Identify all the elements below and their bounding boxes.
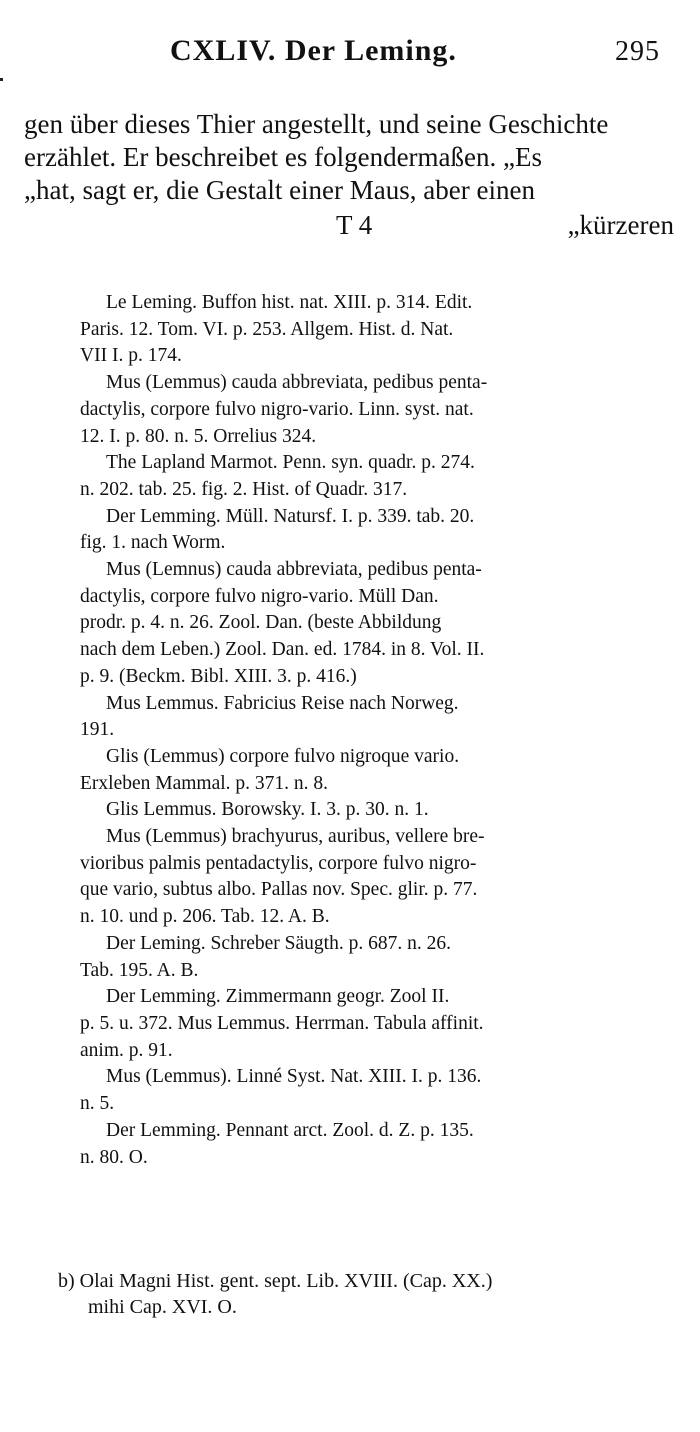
reference-line: n. 80. O. — [80, 1146, 148, 1168]
signature-row — [24, 207, 674, 243]
footnote-line: b) Olai Magni Hist. gent. sept. Lib. XVIII. (Cap. XX.) — [58, 1270, 493, 1292]
edge-speck — [0, 78, 3, 81]
reference-line: Mus (Lemnus) cauda abbreviata, pedibus penta- — [106, 559, 482, 581]
reference-line: Der Lemming. Zimmermann geogr. Zool II. — [106, 986, 450, 1008]
catchword: „kürzeren — [567, 210, 674, 240]
text-line: erzählet. Er beschreibet es folgendermaßen. „Es — [24, 142, 542, 172]
main-text — [24, 108, 674, 243]
reference-line: prodr. p. 4. n. 26. Zool. Dan. (beste Abbildung — [80, 612, 442, 634]
text-line: „hat, sagt er, die Gestalt einer Maus, aber einen — [24, 175, 535, 205]
reference-line: Mus (Lemmus) brachyurus, auribus, vellere bre- — [106, 826, 485, 848]
reference-line: vioribus palmis pentadactylis, corpore fulvo nigro- — [80, 852, 477, 874]
reference-line: Glis Lemmus. Borowsky. I. 3. p. 30. n. 1. — [106, 799, 429, 821]
running-head: CXLIV. Der Leming. — [170, 34, 457, 67]
reference-line: nach dem Leben.) Zool. Dan. ed. 1784. in 8. Vol. II. — [80, 639, 485, 661]
reference-list — [80, 290, 680, 1171]
reference-line: Der Lemming. Müll. Natursf. I. p. 339. tab. 20. — [106, 505, 475, 527]
printer-signature: T 4 — [336, 210, 373, 240]
reference-line: Mus Lemmus. Fabricius Reise nach Norweg. — [106, 692, 459, 714]
reference-line: The Lapland Marmot. Penn. syn. quadr. p. 274. — [106, 452, 475, 474]
reference-line: Der Lemming. Pennant arct. Zool. d. Z. p. 135. — [106, 1119, 474, 1141]
reference-line: Der Leming. Schreber Säugth. p. 687. n. 26. — [106, 932, 451, 954]
reference-line: n. 202. tab. 25. fig. 2. Hist. of Quadr. 317. — [80, 478, 408, 500]
page-number: 295 — [615, 36, 660, 67]
footnote — [58, 1268, 678, 1320]
reference-line: Le Leming. Buffon hist. nat. XIII. p. 314. Edit. — [106, 292, 473, 313]
reference-line: 12. I. p. 80. n. 5. Orrelius 324. — [80, 425, 317, 447]
reference-line: 191. — [80, 719, 115, 741]
reference-line: VII I. p. 174. — [80, 345, 182, 367]
reference-line: Erxleben Mammal. p. 371. n. 8. — [80, 772, 329, 794]
reference-line: Paris. 12. Tom. VI. p. 253. Allgem. Hist. d. Nat. — [80, 318, 454, 340]
footnote-line: mihi Cap. XVI. O. — [88, 1296, 237, 1318]
text-line: gen über dieses Thier angestellt, und seine Geschichte — [24, 109, 609, 139]
reference-line: dactylis, corpore fulvo nigro-vario. Müll Dan. — [80, 585, 439, 607]
reference-line: p. 9. (Beckm. Bibl. XIII. 3. p. 416.) — [80, 665, 357, 687]
reference-line: Mus (Lemmus) cauda abbreviata, pedibus penta- — [106, 372, 488, 394]
reference-line: Tab. 195. A. B. — [80, 959, 199, 981]
reference-line: fig. 1. nach Worm. — [80, 532, 226, 554]
reference-line: n. 5. — [80, 1093, 115, 1115]
reference-line: n. 10. und p. 206. Tab. 12. A. B. — [80, 906, 330, 928]
reference-line: que vario, subtus albo. Pallas nov. Spec. glir. p. 77. — [80, 879, 478, 901]
reference-line: dactylis, corpore fulvo nigro-vario. Linn. syst. nat. — [80, 398, 474, 420]
reference-line: Glis (Lemmus) corpore fulvo nigroque vario. — [106, 745, 460, 767]
reference-line: Mus (Lemmus). Linné Syst. Nat. XIII. I. p. 136. — [106, 1066, 482, 1088]
reference-line: p. 5. u. 372. Mus Lemmus. Herrman. Tabula affinit. — [80, 1012, 484, 1034]
reference-line: anim. p. 91. — [80, 1039, 173, 1061]
page-header — [170, 34, 670, 74]
